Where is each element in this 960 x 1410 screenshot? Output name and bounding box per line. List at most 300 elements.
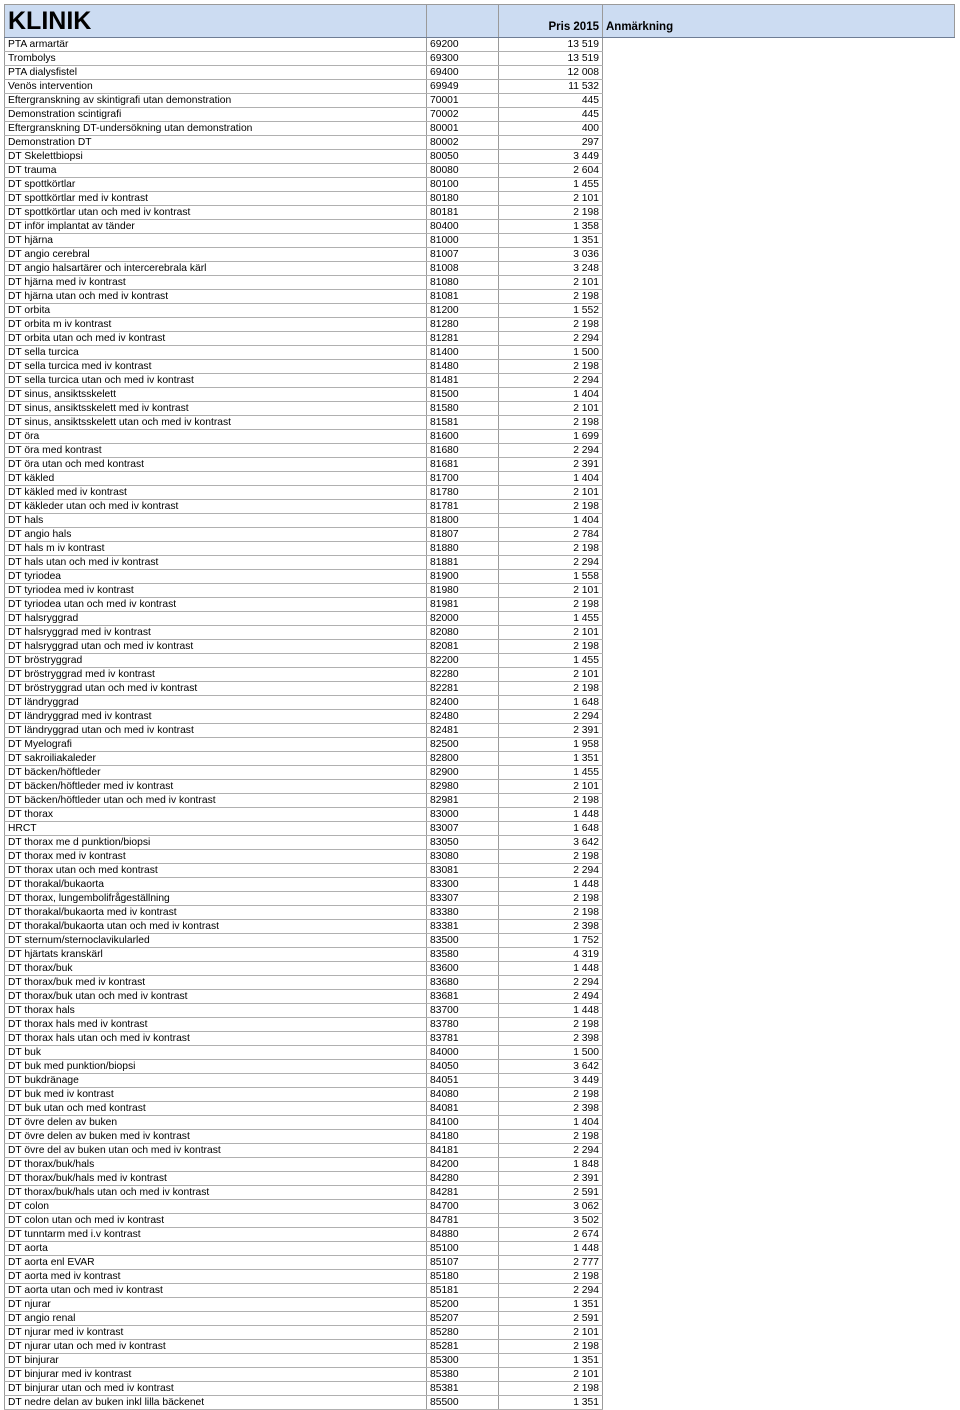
price-2015: 2 198 [499, 318, 603, 332]
remark [603, 1200, 955, 1214]
table-row [5, 38, 955, 52]
procedure-code: 83000 [427, 808, 499, 822]
procedure-code: 83700 [427, 1004, 499, 1018]
table-row [5, 402, 955, 416]
procedure-code: 80001 [427, 122, 499, 136]
remark [603, 724, 955, 738]
procedure-name: DT thorax hals utan och med iv kontrast [5, 1032, 427, 1046]
table-row [5, 1186, 955, 1200]
price-2015: 2 101 [499, 1368, 603, 1382]
procedure-name: DT colon utan och med iv kontrast [5, 1214, 427, 1228]
procedure-name: DT bröstryggrad utan och med iv kontrast [5, 682, 427, 696]
table-row [5, 836, 955, 850]
table-row [5, 318, 955, 332]
procedure-name: DT thorax med iv kontrast [5, 850, 427, 864]
remark [603, 94, 955, 108]
procedure-code: 82200 [427, 654, 499, 668]
procedure-name: DT thorax me d punktion/biopsi [5, 836, 427, 850]
procedure-code: 69300 [427, 52, 499, 66]
procedure-code: 81200 [427, 304, 499, 318]
table-row [5, 1396, 955, 1410]
table-row [5, 248, 955, 262]
price-2015: 4 319 [499, 948, 603, 962]
remark [603, 444, 955, 458]
procedure-name: DT buk utan och med kontrast [5, 1102, 427, 1116]
procedure-code: 85180 [427, 1270, 499, 1284]
table-row [5, 80, 955, 94]
price-2015: 2 101 [499, 626, 603, 640]
header-row [5, 5, 955, 38]
procedure-code: 83380 [427, 906, 499, 920]
remark [603, 248, 955, 262]
table-row [5, 360, 955, 374]
procedure-code: 85500 [427, 1396, 499, 1410]
price-2015: 400 [499, 122, 603, 136]
procedure-name: DT käkleder utan och med iv kontrast [5, 500, 427, 514]
price-2015: 1 351 [499, 752, 603, 766]
price-2015: 1 448 [499, 1004, 603, 1018]
price-2015: 2 198 [499, 598, 603, 612]
table-row [5, 192, 955, 206]
table-row [5, 220, 955, 234]
procedure-name: DT bäcken/höftleder med iv kontrast [5, 780, 427, 794]
price-2015: 2 198 [499, 1018, 603, 1032]
remark [603, 1158, 955, 1172]
procedure-code: 85380 [427, 1368, 499, 1382]
table-row [5, 1284, 955, 1298]
procedure-code: 81281 [427, 332, 499, 346]
table-row [5, 122, 955, 136]
procedure-code: 83007 [427, 822, 499, 836]
table-row [5, 808, 955, 822]
procedure-code: 82281 [427, 682, 499, 696]
table-row [5, 794, 955, 808]
price-2015: 1 558 [499, 570, 603, 584]
procedure-code: 85300 [427, 1354, 499, 1368]
procedure-name: DT hals [5, 514, 427, 528]
procedure-name: DT sinus, ansiktsskelett utan och med iv kontrast [5, 416, 427, 430]
procedure-name: DT angio cerebral [5, 248, 427, 262]
procedure-code: 81481 [427, 374, 499, 388]
remark [603, 416, 955, 430]
procedure-name: DT spottkörtlar [5, 178, 427, 192]
remark [603, 654, 955, 668]
procedure-code: 84081 [427, 1102, 499, 1116]
price-2015: 2 391 [499, 1172, 603, 1186]
procedure-code: 83081 [427, 864, 499, 878]
procedure-name: DT hjärna utan och med iv kontrast [5, 290, 427, 304]
price-2015: 2 198 [499, 892, 603, 906]
procedure-code: 84100 [427, 1116, 499, 1130]
remark [603, 276, 955, 290]
table-row [5, 654, 955, 668]
procedure-name: DT binjurar utan och med iv kontrast [5, 1382, 427, 1396]
remark [603, 710, 955, 724]
remark [603, 1242, 955, 1256]
price-2015: 3 449 [499, 1074, 603, 1088]
procedure-name: DT hjärna [5, 234, 427, 248]
price-2015: 2 294 [499, 1144, 603, 1158]
price-2015: 2 101 [499, 192, 603, 206]
procedure-code: 81700 [427, 472, 499, 486]
price-2015: 1 448 [499, 962, 603, 976]
procedure-name: DT övre delen av buken med iv kontrast [5, 1130, 427, 1144]
table-row [5, 920, 955, 934]
procedure-name: DT tyriodea utan och med iv kontrast [5, 598, 427, 612]
procedure-name: DT aorta [5, 1242, 427, 1256]
header-code [427, 5, 499, 38]
price-2015: 1 455 [499, 654, 603, 668]
price-2015: 2 494 [499, 990, 603, 1004]
procedure-code: 85207 [427, 1312, 499, 1326]
procedure-code: 84700 [427, 1200, 499, 1214]
procedure-code: 82000 [427, 612, 499, 626]
procedure-code: 69200 [427, 38, 499, 52]
procedure-name: DT thorax, lungembolifrågeställning [5, 892, 427, 906]
procedure-name: DT tunntarm med i.v kontrast [5, 1228, 427, 1242]
price-2015: 2 398 [499, 920, 603, 934]
procedure-code: 81780 [427, 486, 499, 500]
table-row [5, 1032, 955, 1046]
price-2015: 2 198 [499, 1340, 603, 1354]
remark [603, 38, 955, 52]
remark [603, 486, 955, 500]
price-2015: 1 648 [499, 696, 603, 710]
procedure-name: Demonstration DT [5, 136, 427, 150]
procedure-code: 82980 [427, 780, 499, 794]
remark [603, 1130, 955, 1144]
remark [603, 1228, 955, 1242]
table-row [5, 1158, 955, 1172]
table-row [5, 1004, 955, 1018]
procedure-code: 84080 [427, 1088, 499, 1102]
table-row [5, 1172, 955, 1186]
procedure-name: Demonstration scintigrafi [5, 108, 427, 122]
remark [603, 640, 955, 654]
procedure-code: 83781 [427, 1032, 499, 1046]
price-2015: 2 294 [499, 374, 603, 388]
price-2015: 2 294 [499, 444, 603, 458]
price-2015: 1 351 [499, 1354, 603, 1368]
procedure-name: HRCT [5, 822, 427, 836]
procedure-name: DT hals m iv kontrast [5, 542, 427, 556]
price-2015: 2 398 [499, 1032, 603, 1046]
price-2015: 1 404 [499, 1116, 603, 1130]
remark [603, 1046, 955, 1060]
procedure-code: 83307 [427, 892, 499, 906]
price-2015: 1 552 [499, 304, 603, 318]
price-2015: 2 391 [499, 724, 603, 738]
remark [603, 402, 955, 416]
table-row [5, 948, 955, 962]
procedure-code: 85281 [427, 1340, 499, 1354]
price-2015: 12 008 [499, 66, 603, 80]
procedure-name: DT orbita [5, 304, 427, 318]
procedure-code: 83381 [427, 920, 499, 934]
header-note: Anmärkning [603, 5, 955, 38]
remark [603, 794, 955, 808]
table-row [5, 696, 955, 710]
remark [603, 584, 955, 598]
procedure-code: 81280 [427, 318, 499, 332]
price-2015: 2 101 [499, 668, 603, 682]
procedure-name: DT thorax [5, 808, 427, 822]
price-2015: 2 198 [499, 360, 603, 374]
procedure-code: 84880 [427, 1228, 499, 1242]
remark [603, 864, 955, 878]
price-2015: 2 294 [499, 556, 603, 570]
table-row [5, 1270, 955, 1284]
price-2015: 2 198 [499, 794, 603, 808]
procedure-name: DT orbita m iv kontrast [5, 318, 427, 332]
price-2015: 2 591 [499, 1186, 603, 1200]
table-row [5, 878, 955, 892]
procedure-name: DT thorakal/bukaorta utan och med iv kontrast [5, 920, 427, 934]
procedure-name: DT hjärna med iv kontrast [5, 276, 427, 290]
price-2015: 1 455 [499, 612, 603, 626]
remark [603, 1032, 955, 1046]
table-row [5, 1144, 955, 1158]
table-row [5, 1200, 955, 1214]
procedure-name: DT thorax/buk/hals utan och med iv kontrast [5, 1186, 427, 1200]
remark [603, 430, 955, 444]
remark [603, 1340, 955, 1354]
procedure-name: DT ländryggrad [5, 696, 427, 710]
procedure-code: 81880 [427, 542, 499, 556]
price-2015: 3 642 [499, 1060, 603, 1074]
table-row [5, 1326, 955, 1340]
remark [603, 1214, 955, 1228]
procedure-name: DT sinus, ansiktsskelett med iv kontrast [5, 402, 427, 416]
procedure-code: 84181 [427, 1144, 499, 1158]
remark [603, 458, 955, 472]
procedure-code: 82481 [427, 724, 499, 738]
procedure-code: 81680 [427, 444, 499, 458]
procedure-name: DT bäcken/höftleder [5, 766, 427, 780]
procedure-name: PTA armartär [5, 38, 427, 52]
table-row [5, 598, 955, 612]
procedure-name: DT sella turcica med iv kontrast [5, 360, 427, 374]
procedure-name: DT thorax/buk/hals [5, 1158, 427, 1172]
remark [603, 1354, 955, 1368]
table-row [5, 1074, 955, 1088]
procedure-code: 81500 [427, 388, 499, 402]
procedure-code: 84781 [427, 1214, 499, 1228]
remark [603, 206, 955, 220]
table-row [5, 780, 955, 794]
remark [603, 976, 955, 990]
procedure-name: DT tyriodea [5, 570, 427, 584]
procedure-code: 82480 [427, 710, 499, 724]
price-2015: 2 198 [499, 416, 603, 430]
price-2015: 3 642 [499, 836, 603, 850]
remark [603, 1018, 955, 1032]
price-table [4, 4, 955, 1410]
remark [603, 136, 955, 150]
procedure-code: 81081 [427, 290, 499, 304]
table-row [5, 164, 955, 178]
price-2015: 1 448 [499, 878, 603, 892]
table-row [5, 668, 955, 682]
procedure-name: DT thorax/buk [5, 962, 427, 976]
procedure-code: 80002 [427, 136, 499, 150]
remark [603, 822, 955, 836]
price-2015: 2 198 [499, 1382, 603, 1396]
procedure-code: 84000 [427, 1046, 499, 1060]
remark [603, 556, 955, 570]
procedure-code: 84280 [427, 1172, 499, 1186]
remark [603, 262, 955, 276]
table-row [5, 234, 955, 248]
table-row [5, 1382, 955, 1396]
procedure-code: 84281 [427, 1186, 499, 1200]
price-2015: 2 391 [499, 458, 603, 472]
table-row [5, 934, 955, 948]
table-row [5, 444, 955, 458]
procedure-name: DT njurar [5, 1298, 427, 1312]
price-2015: 2 294 [499, 1284, 603, 1298]
table-row [5, 850, 955, 864]
procedure-code: 83500 [427, 934, 499, 948]
procedure-code: 85107 [427, 1256, 499, 1270]
price-2015: 2 674 [499, 1228, 603, 1242]
remark [603, 290, 955, 304]
table-row [5, 1228, 955, 1242]
procedure-code: 84050 [427, 1060, 499, 1074]
procedure-name: DT binjurar [5, 1354, 427, 1368]
table-row [5, 556, 955, 570]
procedure-code: 81007 [427, 248, 499, 262]
price-2015: 2 398 [499, 1102, 603, 1116]
table-row [5, 752, 955, 766]
procedure-name: DT thorax hals med iv kontrast [5, 1018, 427, 1032]
table-row [5, 1312, 955, 1326]
remark [603, 570, 955, 584]
remark [603, 332, 955, 346]
table-row [5, 710, 955, 724]
remark [603, 1368, 955, 1382]
table-row [5, 1354, 955, 1368]
remark [603, 374, 955, 388]
remark [603, 542, 955, 556]
procedure-code: 70001 [427, 94, 499, 108]
price-2015: 3 502 [499, 1214, 603, 1228]
procedure-code: 82080 [427, 626, 499, 640]
remark [603, 948, 955, 962]
table-row [5, 206, 955, 220]
table-body [5, 38, 955, 1410]
table-row [5, 374, 955, 388]
table-row [5, 136, 955, 150]
price-2015: 2 101 [499, 780, 603, 794]
price-2015: 1 455 [499, 766, 603, 780]
price-2015: 2 198 [499, 500, 603, 514]
procedure-code: 83600 [427, 962, 499, 976]
remark [603, 1172, 955, 1186]
table-row [5, 570, 955, 584]
remark [603, 150, 955, 164]
price-2015: 1 848 [499, 1158, 603, 1172]
table-row [5, 388, 955, 402]
remark [603, 906, 955, 920]
table-row [5, 1368, 955, 1382]
remark [603, 696, 955, 710]
price-2015: 2 294 [499, 710, 603, 724]
price-2015: 2 198 [499, 906, 603, 920]
remark [603, 528, 955, 542]
procedure-code: 81881 [427, 556, 499, 570]
price-2015: 1 351 [499, 1396, 603, 1410]
remark [603, 52, 955, 66]
procedure-code: 85100 [427, 1242, 499, 1256]
procedure-name: DT bäcken/höftleder utan och med iv kontrast [5, 794, 427, 808]
procedure-name: DT bröstryggrad med iv kontrast [5, 668, 427, 682]
table-row [5, 276, 955, 290]
remark [603, 304, 955, 318]
price-2015: 1 500 [499, 346, 603, 360]
table-row [5, 1102, 955, 1116]
remark [603, 878, 955, 892]
remark [603, 1270, 955, 1284]
procedure-name: DT njurar utan och med iv kontrast [5, 1340, 427, 1354]
remark [603, 990, 955, 1004]
procedure-code: 81800 [427, 514, 499, 528]
remark [603, 808, 955, 822]
procedure-code: 81980 [427, 584, 499, 598]
procedure-name: DT orbita utan och med iv kontrast [5, 332, 427, 346]
price-2015: 1 404 [499, 472, 603, 486]
price-2015: 2 198 [499, 850, 603, 864]
price-2015: 297 [499, 136, 603, 150]
sheet-title: KLINIK [5, 5, 427, 38]
remark [603, 108, 955, 122]
remark [603, 1256, 955, 1270]
price-2015: 2 198 [499, 1130, 603, 1144]
price-2015: 445 [499, 108, 603, 122]
procedure-name: DT spottkörtlar utan och med iv kontrast [5, 206, 427, 220]
price-2015: 2 198 [499, 290, 603, 304]
remark [603, 1060, 955, 1074]
procedure-code: 69400 [427, 66, 499, 80]
remark [603, 360, 955, 374]
table-row [5, 1130, 955, 1144]
price-2015: 2 198 [499, 542, 603, 556]
remark [603, 752, 955, 766]
table-row [5, 332, 955, 346]
procedure-name: DT käkled [5, 472, 427, 486]
price-2015: 13 519 [499, 52, 603, 66]
procedure-code: 85280 [427, 1326, 499, 1340]
table-row [5, 500, 955, 514]
price-2015: 1 448 [499, 1242, 603, 1256]
remark [603, 1116, 955, 1130]
remark [603, 220, 955, 234]
remark [603, 1088, 955, 1102]
remark [603, 920, 955, 934]
procedure-name: DT halsryggrad med iv kontrast [5, 626, 427, 640]
table-row [5, 1298, 955, 1312]
procedure-name: DT öra [5, 430, 427, 444]
procedure-name: DT aorta utan och med iv kontrast [5, 1284, 427, 1298]
procedure-code: 83050 [427, 836, 499, 850]
table-row [5, 52, 955, 66]
procedure-name: DT njurar med iv kontrast [5, 1326, 427, 1340]
procedure-name: Venös intervention [5, 80, 427, 94]
remark [603, 850, 955, 864]
table-row [5, 486, 955, 500]
table-row [5, 682, 955, 696]
price-2015: 2 294 [499, 976, 603, 990]
